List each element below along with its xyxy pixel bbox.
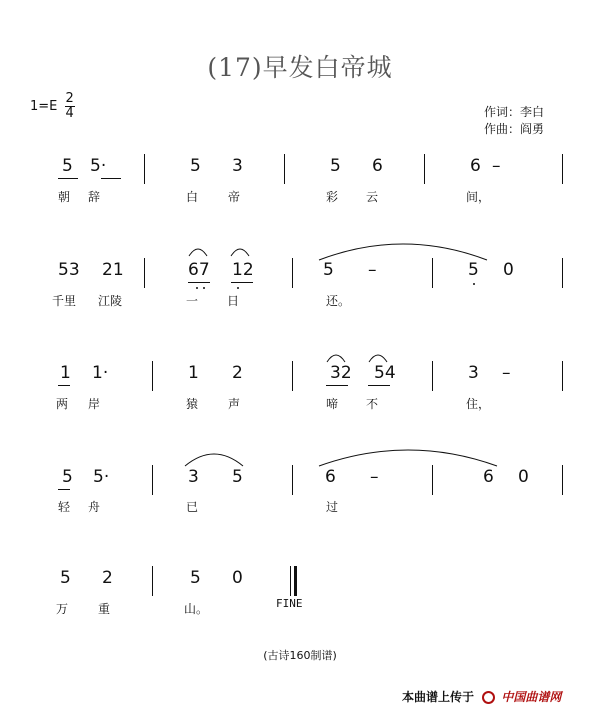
lyric: 两 <box>56 397 69 411</box>
barline <box>562 465 563 495</box>
key-signature <box>30 92 75 121</box>
lyric: 猿 <box>186 397 199 411</box>
final-barline-thick <box>294 566 297 596</box>
barline <box>432 465 433 495</box>
barline <box>152 361 153 391</box>
note: 1 <box>188 363 199 383</box>
barline <box>152 566 153 596</box>
slur <box>230 249 250 258</box>
note: 1 <box>60 363 71 383</box>
octave-dot <box>203 287 205 289</box>
lyric: 不 <box>366 397 379 411</box>
note: 5 <box>190 156 201 176</box>
site-logo-text: 中国曲谱网 <box>501 690 562 704</box>
note: – <box>368 260 377 280</box>
lyric: 已 <box>186 500 199 514</box>
slur <box>318 450 498 468</box>
note: 6 <box>470 156 481 176</box>
barline <box>562 258 563 288</box>
underline-beam <box>188 282 210 283</box>
note: 21 <box>102 260 124 280</box>
octave-dot <box>237 287 239 289</box>
lyric: 白 <box>186 190 199 204</box>
lyricist-credit: 作词：李白 <box>484 105 545 119</box>
lyric: 过 <box>326 500 339 514</box>
barline <box>292 465 293 495</box>
note: – <box>492 156 501 176</box>
underline-beam <box>231 282 253 283</box>
fine-marker: FINE <box>276 597 303 610</box>
note: 6 <box>372 156 383 176</box>
lyric: 日 <box>227 294 240 308</box>
lyric: 云 <box>366 190 379 204</box>
note: – <box>370 467 379 487</box>
barline <box>562 361 563 391</box>
lyric: 江陵 <box>98 294 123 308</box>
note: 67 <box>188 260 210 280</box>
note: 6 <box>325 467 336 487</box>
note: 5 <box>232 467 243 487</box>
lyric: 啼 <box>326 397 339 411</box>
note: 3 <box>188 467 199 487</box>
lyric: 帝 <box>228 190 241 204</box>
underline-beam <box>101 178 121 179</box>
slur <box>188 249 208 258</box>
note: 5· <box>90 156 107 176</box>
note: 2 <box>232 363 243 383</box>
underline-beam <box>58 489 70 490</box>
lyric: 千里 <box>52 294 77 308</box>
lyric: 岸 <box>88 397 101 411</box>
barline <box>292 258 293 288</box>
footer-text: 本曲谱上传于 <box>402 690 475 704</box>
slur <box>326 355 346 364</box>
lyric: 辞 <box>88 190 101 204</box>
key-label: 1=E <box>30 99 58 114</box>
note: 5 <box>60 568 71 588</box>
note: 5 <box>62 467 73 487</box>
composer-credit: 作曲：阎勇 <box>484 122 545 136</box>
note: 54 <box>374 363 396 383</box>
underline-beam <box>58 178 78 179</box>
source-note: (古诗160制谱) <box>263 649 337 662</box>
lyric: 轻 <box>58 500 71 514</box>
note: 6 <box>483 467 494 487</box>
octave-dot <box>473 283 475 285</box>
barline <box>144 154 145 184</box>
note: 0 <box>232 568 243 588</box>
underline-beam <box>326 385 348 386</box>
lyric: 间， <box>466 190 491 204</box>
lyric: 山。 <box>184 602 209 616</box>
final-barline-thin <box>290 566 291 596</box>
barline <box>432 258 433 288</box>
octave-dot <box>196 287 198 289</box>
barline <box>562 154 563 184</box>
slur <box>318 244 488 262</box>
site-logo-icon <box>482 691 495 704</box>
barline <box>152 465 153 495</box>
note: 3 <box>468 363 479 383</box>
note: 12 <box>232 260 254 280</box>
note: 3 <box>232 156 243 176</box>
slur <box>184 454 244 468</box>
note: 5 <box>190 568 201 588</box>
credits <box>484 104 544 138</box>
time-signature <box>65 92 75 121</box>
lyric: 声 <box>228 397 241 411</box>
barline <box>144 258 145 288</box>
score-title: (17)早发白帝城 <box>207 53 393 82</box>
barline <box>432 361 433 391</box>
lyric: 朝 <box>58 190 71 204</box>
note: 5· <box>93 467 110 487</box>
note: 5 <box>330 156 341 176</box>
time-numerator: 2 <box>65 91 74 106</box>
note: 32 <box>330 363 352 383</box>
lyric: 万 <box>56 602 69 616</box>
lyric: 舟 <box>88 500 101 514</box>
barline <box>292 361 293 391</box>
note: 0 <box>518 467 529 487</box>
time-denominator: 4 <box>65 106 74 121</box>
barline <box>284 154 285 184</box>
site-footer <box>402 688 561 705</box>
note: 0 <box>503 260 514 280</box>
slur <box>368 355 388 364</box>
barline <box>424 154 425 184</box>
underline-beam <box>368 385 390 386</box>
lyric: 重 <box>98 602 111 616</box>
note: – <box>502 363 511 383</box>
note: 53 <box>58 260 80 280</box>
note: 5 <box>468 260 479 280</box>
note: 2 <box>102 568 113 588</box>
underline-beam <box>58 385 70 386</box>
note: 5 <box>62 156 73 176</box>
lyric: 一 <box>186 294 199 308</box>
lyric: 彩 <box>326 190 339 204</box>
note: 5 <box>323 260 334 280</box>
lyric: 还。 <box>326 294 351 308</box>
note: 1· <box>92 363 109 383</box>
lyric: 住， <box>466 397 491 411</box>
